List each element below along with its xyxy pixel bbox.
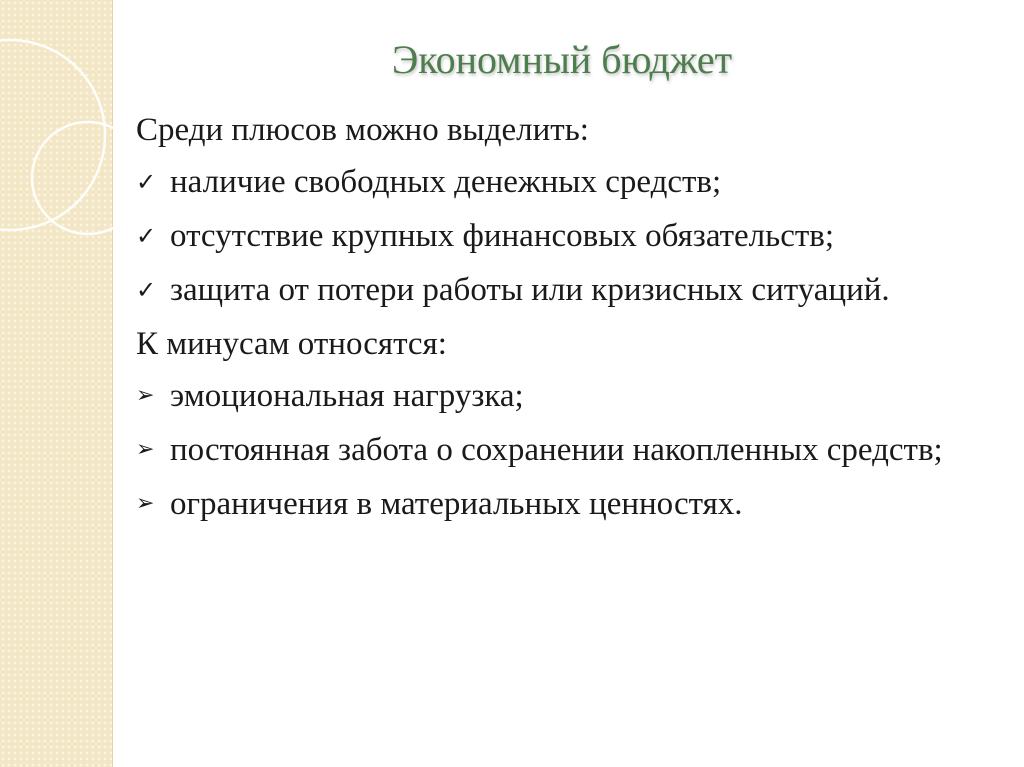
pros-list-item (136, 160, 1004, 204)
pros-list-item (136, 268, 1004, 312)
cons-list-item (136, 482, 1004, 526)
cons-item-text: эмоциональная нагрузка; (170, 378, 524, 414)
arrow-icon: ➢ (136, 383, 155, 408)
cons-list-item (136, 428, 1004, 472)
slide-title: Экономный бюджет (391, 37, 733, 82)
arrow-icon: ➢ (136, 491, 155, 516)
pros-item-text: наличие свободных денежных средств; (170, 164, 722, 200)
check-icon: ✓ (136, 276, 157, 304)
arrow-icon: ➢ (136, 437, 155, 462)
pros-list-item (136, 214, 1004, 258)
slide-content (136, 108, 1004, 536)
cons-heading: К минусам относятся: (136, 326, 447, 362)
check-icon: ✓ (136, 168, 157, 196)
check-icon: ✓ (136, 222, 157, 250)
cons-item-text: постоянная забота о сохранении накопленных средств; (170, 432, 943, 468)
pros-item-text: отсутствие крупных финансовых обязательств; (170, 218, 835, 254)
pros-heading: Среди плюсов можно выделить: (136, 112, 589, 148)
pros-item-text: защита от потери работы или кризисных ситуаций. (170, 272, 890, 308)
decorative-side-band (0, 0, 113, 767)
cons-list-item (136, 374, 1004, 418)
cons-item-text: ограничения в материальных ценностях. (170, 486, 743, 522)
